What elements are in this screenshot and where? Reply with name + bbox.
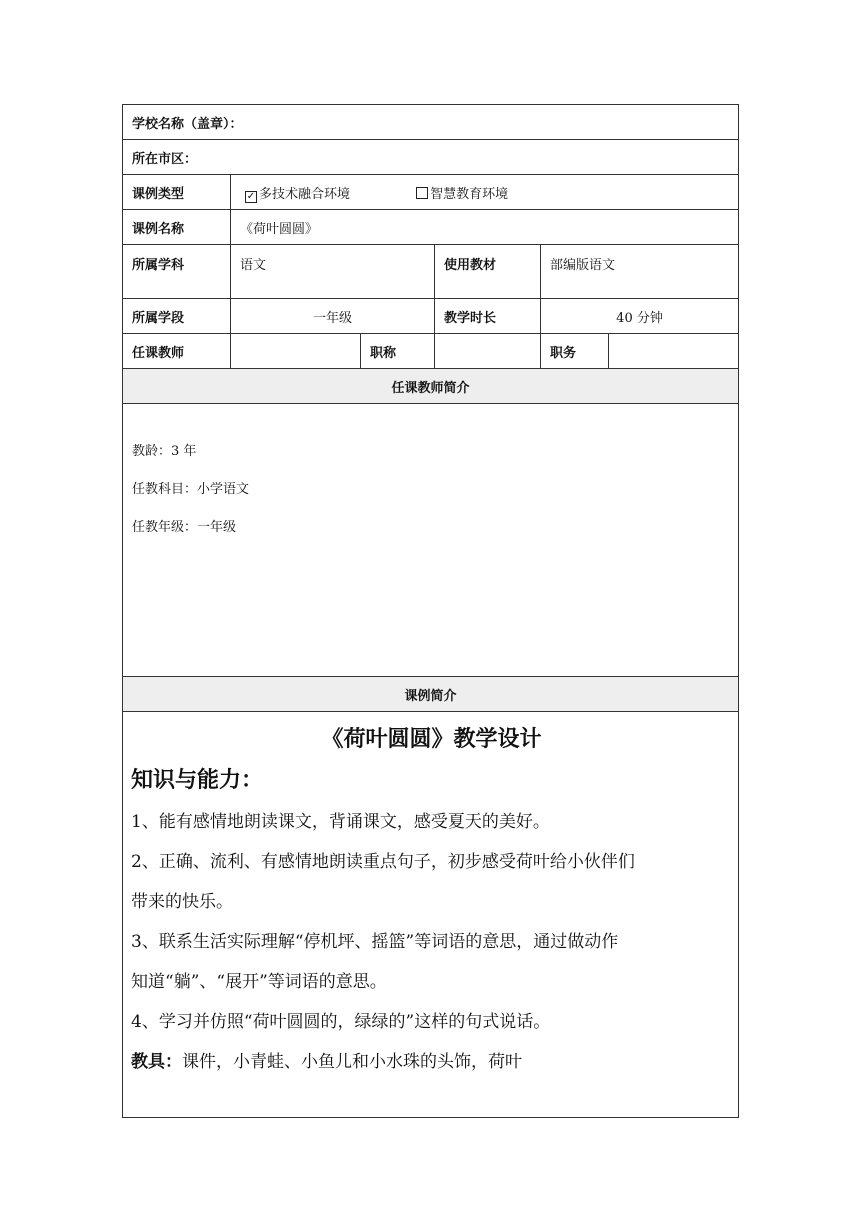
case-intro-body [123, 712, 739, 1118]
textbook-value: 部编版语文 [541, 245, 739, 299]
case-type-option-multitech[interactable] [245, 183, 350, 202]
teacher-value [231, 334, 361, 369]
tools-value: 课件，小青蛙、小鱼儿和小水珠的头饰，荷叶 [182, 1052, 522, 1072]
title-label: 职称 [361, 334, 435, 369]
teacher-intro-body [123, 404, 739, 677]
title-value [435, 334, 541, 369]
course-form-table [122, 104, 739, 1118]
subject-label: 所属学科 [123, 245, 231, 299]
school-name-label: 学校名称（盖章）： [123, 105, 739, 140]
duration-value: 40 分钟 [541, 299, 739, 334]
stage-label: 所属学段 [123, 299, 231, 334]
textbook-label: 使用教材 [435, 245, 541, 299]
section-heading: 知识与能力： [131, 768, 264, 793]
teacher-label: 任课教师 [123, 334, 231, 369]
option-label: 多技术融合环境 [259, 186, 351, 202]
lesson-plan-title: 《荷叶圆圆》教学设计 [321, 727, 542, 752]
case-type-options [231, 175, 739, 210]
teacher-intro-header: 任课教师简介 [123, 369, 739, 404]
option-label: 智慧教育环境 [430, 186, 509, 202]
subject-value: 语文 [231, 245, 435, 299]
objective-line: 3、联系生活实际理解“停机坪、摇篮”等词语的意思，通过做动作 [131, 932, 619, 952]
case-type-label: 课例类型 [123, 175, 231, 210]
objective-line: 4、学习并仿照“荷叶圆圆的，绿绿的”这样的句式说话。 [131, 1012, 551, 1032]
objective-line: 带来的快乐。 [131, 892, 233, 912]
teacher-intro-line: 教龄：3 年 [132, 444, 197, 459]
objective-line: 2、正确、流利、有感情地朗读重点句子，初步感受荷叶给小伙伴们 [131, 852, 635, 872]
stage-value: 一年级 [231, 299, 435, 334]
tools-line [131, 1042, 732, 1082]
duration-label: 教学时长 [435, 299, 541, 334]
position-label: 职务 [541, 334, 609, 369]
case-intro-header: 课例简介 [123, 677, 739, 712]
checkbox-icon[interactable] [416, 187, 428, 199]
case-name-value: 《荷叶圆圆》 [231, 210, 739, 245]
checked-checkbox-icon[interactable]: ✓ [246, 190, 256, 202]
objective-line: 1、能有感情地朗读课文，背诵课文，感受夏天的美好。 [131, 812, 550, 832]
teacher-intro-line: 任教年级：一年级 [132, 520, 237, 535]
teacher-intro-line: 任教科目：小学语文 [132, 482, 250, 497]
city-label: 所在市区： [123, 140, 739, 175]
case-name-label: 课例名称 [123, 210, 231, 245]
tools-label: 教具： [131, 1052, 182, 1072]
position-value [609, 334, 739, 369]
objective-line: 知道“躺”、“展开”等词语的意思。 [131, 972, 387, 992]
case-type-option-smart[interactable] [416, 183, 508, 202]
